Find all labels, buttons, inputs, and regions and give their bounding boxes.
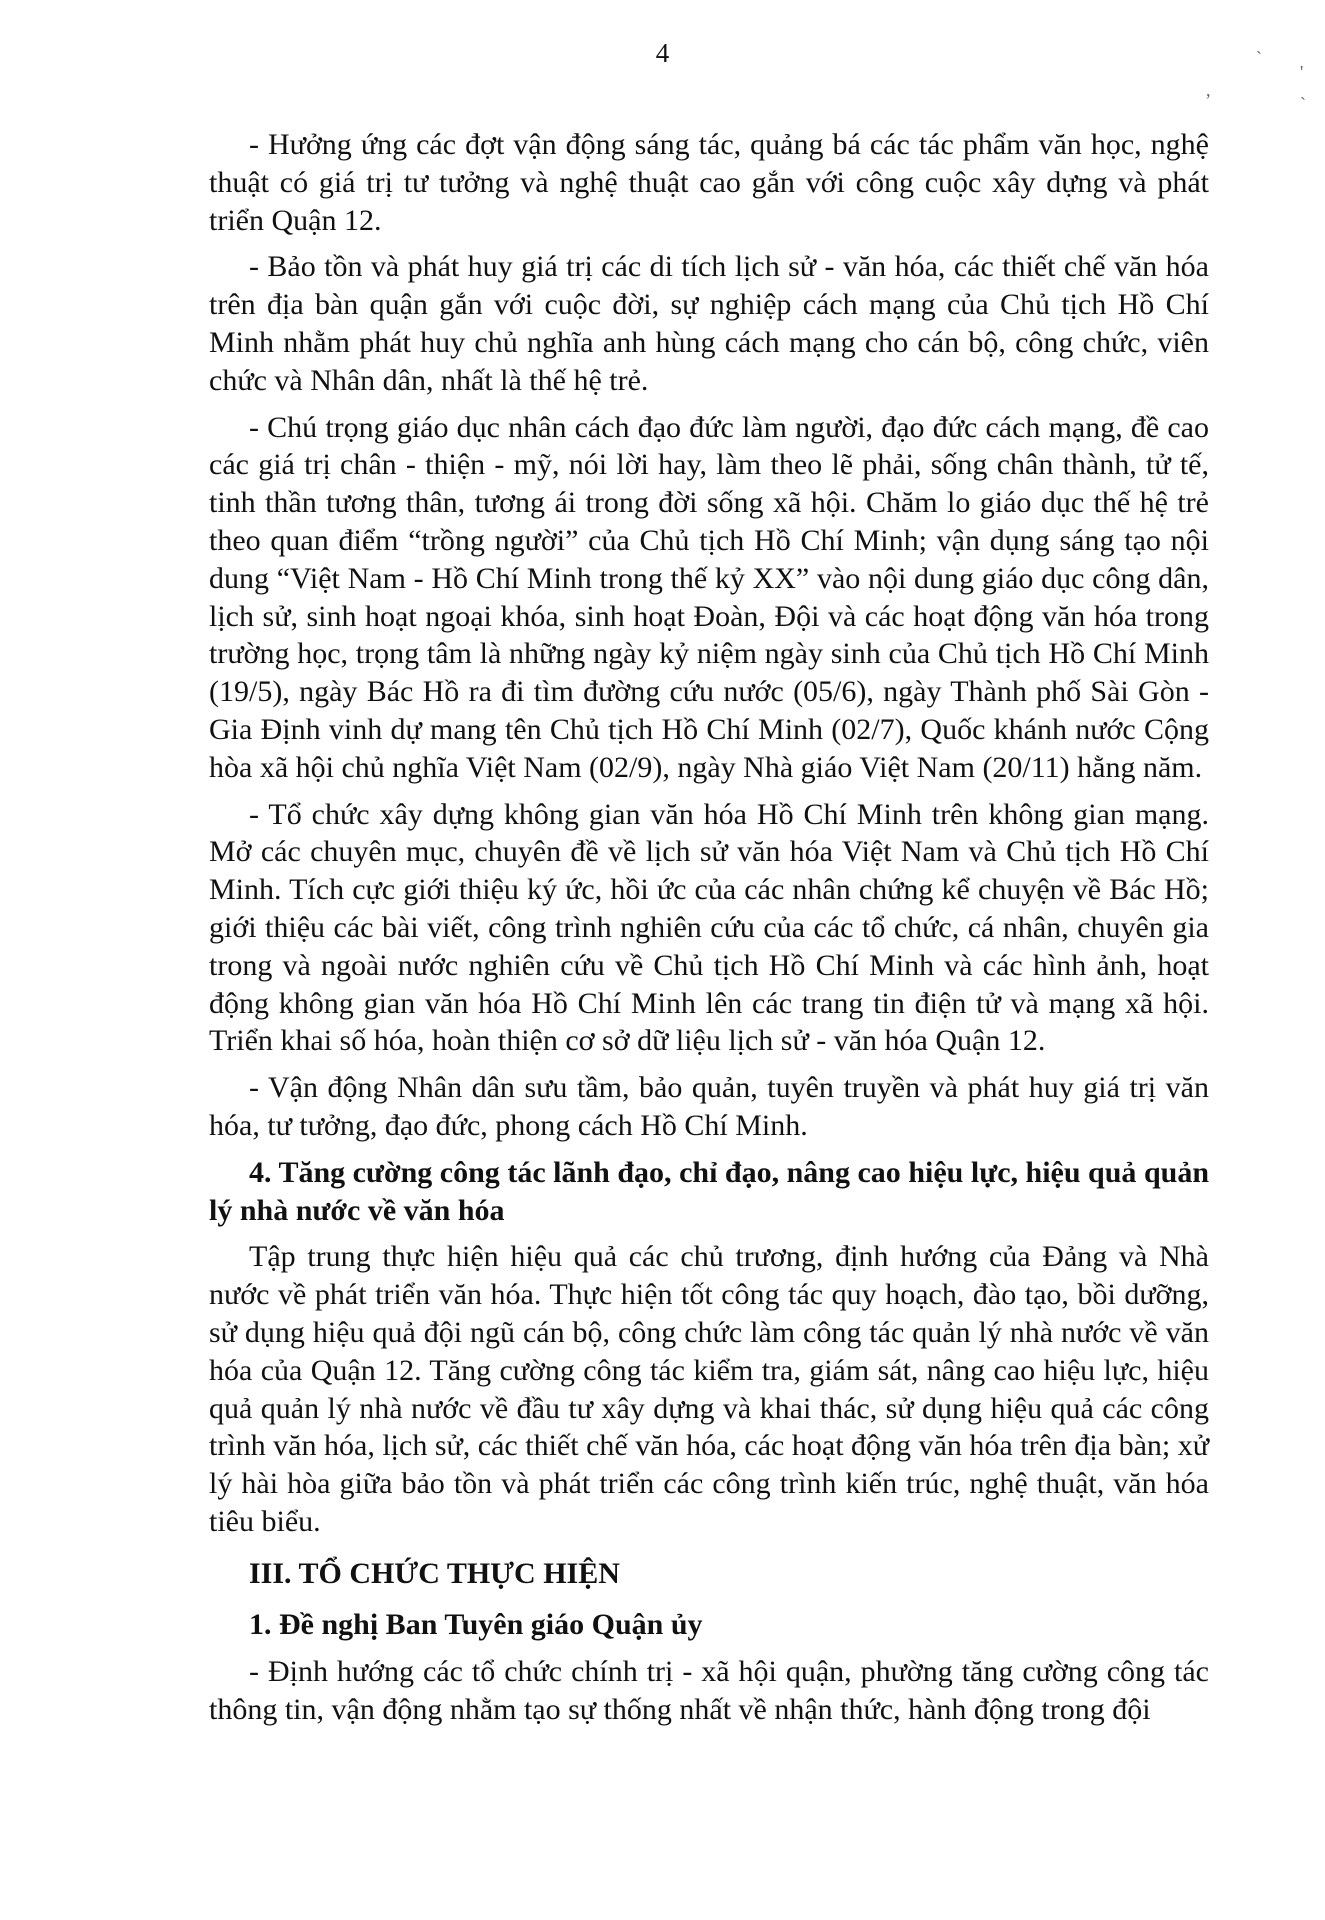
body-paragraph: - Chú trọng giáo dục nhân cách đạo đức làm người, đạo đức cách mạng, đề cao các giá trị chân - thiện - mỹ, nói lời hay, làm theo lẽ phải, sống chân thành, tử tế, tinh thần tương thân, tương ái trong đời sống xã hội. Chăm lo giáo dục thế hệ trẻ theo quan điểm “trồng người” của Chủ tịch Hồ Chí Minh; vận dụng sáng tạo nội dung “Việt Nam - Hồ Chí Minh trong thế kỷ XX” vào nội dung giáo dục công dân, lịch sử, sinh hoạt ngoại khóa, sinh hoạt Đoàn, Đội và các hoạt động văn hóa trong trường học, trọng tâm là những ngày kỷ niệm ngày sinh của Chủ tịch Hồ Chí Minh (19/5), ngày Bác Hồ ra đi tìm đường cứu nước (05/6), ngày Thành phố Sài Gòn - Gia Định vinh dự mang tên Chủ tịch Hồ Chí Minh (02/7), Quốc khánh nước Cộng hòa xã hội chủ nghĩa Việt Nam (02/9), ngày Nhà giáo Việt Nam (20/11) hằng năm.: [209, 410, 1209, 784]
body-paragraph: Tập trung thực hiện hiệu quả các chủ trương, định hướng của Đảng và Nhà nước về phát triển văn hóa. Thực hiện tốt công tác quy hoạch, đào tạo, bồi dưỡng, sử dụng hiệu quả đội ngũ cán bộ, công chức làm công tác quản lý nhà nước về văn hóa của Quận 12. Tăng cường công tác kiểm tra, giám sát, nâng cao hiệu lực, hiệu quả quản lý nhà nước về đầu tư xây dựng và khai thác, sử dụng hiệu quả các công trình văn hóa, lịch sử, các thiết chế văn hóa, các hoạt động văn hóa trên địa bàn; xử lý hài hòa giữa bảo tồn và phát triển các công trình kiến trúc, nghệ thuật, văn hóa tiêu biểu.: [209, 1240, 1209, 1538]
scan-mark: `: [1256, 48, 1262, 68]
body-paragraph: - Bảo tồn và phát huy giá trị các di tích lịch sử - văn hóa, các thiết chế văn hóa trên địa bàn quận gắn với cuộc đời, sự nghiệp cách mạng của Chủ tịch Hồ Chí Minh nhằm phát huy chủ nghĩa anh hùng cách mạng cho cán bộ, công chức, viên chức và Nhân dân, nhất là thế hệ trẻ.: [209, 250, 1209, 397]
subsection-heading: 4. Tăng cường công tác lãnh đạo, chỉ đạo, nâng cao hiệu lực, hiệu quả quản lý nhà nước về văn hóa: [209, 1155, 1209, 1227]
body-paragraph: - Định hướng các tổ chức chính trị - xã hội quận, phường tăng cường công tác thông tin, vận động nhằm tạo sự thống nhất về nhận thức, hành động trong đội: [209, 1655, 1209, 1727]
scan-mark: ,: [1206, 80, 1211, 100]
scan-mark: ˎ: [1300, 80, 1306, 100]
subsection-heading: 1. Đề nghị Ban Tuyên giáo Quận ủy: [249, 1608, 703, 1642]
body-paragraph: - Vận động Nhân dân sưu tầm, bảo quản, tuyên truyền và phát huy giá trị văn hóa, tư tưởng, đạo đức, phong cách Hồ Chí Minh.: [209, 1071, 1209, 1142]
section-heading: III. TỔ CHỨC THỰC HIỆN: [249, 1556, 620, 1590]
body-paragraph: - Tổ chức xây dựng không gian văn hóa Hồ Chí Minh trên không gian mạng. Mở các chuyên mục, chuyên đề về lịch sử văn hóa Việt Nam và Chủ tịch Hồ Chí Minh. Tích cực giới thiệu ký ức, hồi ức của các nhân chứng kể chuyện về Bác Hồ; giới thiệu các bài viết, công trình nghiên cứu của các tổ chức, cá nhân, chuyên gia trong và ngoài nước nghiên cứu về Chủ tịch Hồ Chí Minh và các hình ảnh, hoạt động không gian văn hóa Hồ Chí Minh lên các trang tin điện tử và mạng xã hội. Triển khai số hóa, hoàn thiện cơ sở dữ liệu lịch sử - văn hóa Quận 12.: [209, 797, 1209, 1058]
body-paragraph: - Hưởng ứng các đợt vận động sáng tác, quảng bá các tác phẩm văn học, nghệ thuật có giá trị tư tưởng và nghệ thuật cao gắn với công cuộc xây dựng và phát triển Quận 12.: [209, 128, 1209, 237]
scan-mark: ': [1300, 62, 1304, 82]
document-body: [209, 126, 1209, 1738]
page-number: 4: [655, 38, 670, 68]
